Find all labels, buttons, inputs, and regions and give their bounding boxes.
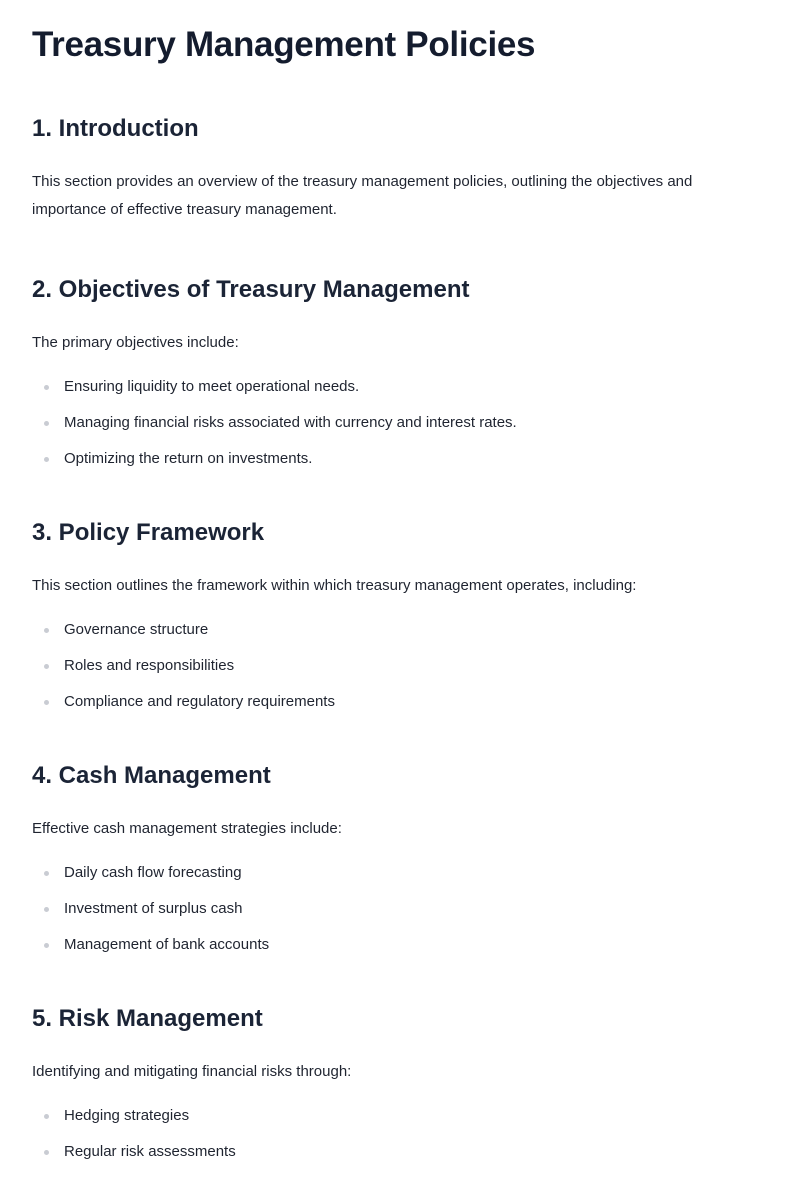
list-item xyxy=(32,449,768,469)
section-cash-management xyxy=(32,712,768,955)
bullet-icon xyxy=(44,1150,49,1155)
section-heading: 2. Objectives of Treasury Management xyxy=(32,276,470,303)
bullet-icon xyxy=(44,1114,49,1119)
list-item-text: Regular risk assessments xyxy=(64,1143,236,1160)
list-item xyxy=(32,899,768,919)
list-item xyxy=(32,377,768,397)
section-objectives xyxy=(32,224,768,469)
section-heading: 3. Policy Framework xyxy=(32,519,265,546)
bullet-icon xyxy=(44,421,49,426)
section-paragraph: This section outlines the framework within which treasury management operates, including: xyxy=(32,577,637,594)
list-item-text: Optimizing the return on investments. xyxy=(64,450,313,467)
bullet-icon xyxy=(44,700,49,705)
list-item-text: Daily cash flow forecasting xyxy=(64,864,242,881)
bullet-icon xyxy=(44,943,49,948)
bullet-icon xyxy=(44,385,49,390)
list-item-text: Hedging strategies xyxy=(64,1107,190,1124)
list-item xyxy=(32,413,768,433)
section-heading: 5. Risk Management xyxy=(32,1005,263,1032)
bullet-icon xyxy=(44,871,49,876)
list-item-text: Management of bank accounts xyxy=(64,936,270,953)
section-introduction xyxy=(32,65,768,224)
section-heading: 1. Introduction xyxy=(32,115,199,142)
page-title: Treasury Management Policies xyxy=(32,25,536,64)
list-item xyxy=(32,1106,768,1126)
list-item xyxy=(32,1142,768,1162)
bullet-list xyxy=(32,377,768,469)
list-item xyxy=(32,620,768,640)
bullet-icon xyxy=(44,664,49,669)
section-paragraph: Effective cash management strategies include: xyxy=(32,820,342,837)
list-item xyxy=(32,935,768,955)
bullet-icon xyxy=(44,457,49,462)
section-paragraph: This section provides an overview of the treasury management policies, outlining the objectives and importance of effective treasury management. xyxy=(32,173,693,218)
section-paragraph: The primary objectives include: xyxy=(32,334,239,351)
list-item-text: Ensuring liquidity to meet operational needs. xyxy=(64,378,360,395)
list-item-text: Managing financial risks associated with currency and interest rates. xyxy=(64,414,517,431)
section-policy-framework xyxy=(32,469,768,712)
list-item-text: Governance structure xyxy=(64,621,209,638)
bullet-list xyxy=(32,620,768,712)
list-item-text: Investment of surplus cash xyxy=(64,900,243,917)
bullet-list xyxy=(32,1106,768,1162)
bullet-list xyxy=(32,863,768,955)
list-item xyxy=(32,656,768,676)
bullet-icon xyxy=(44,628,49,633)
bullet-icon xyxy=(44,907,49,912)
list-item xyxy=(32,692,768,712)
list-item-text: Roles and responsibilities xyxy=(64,657,235,674)
section-heading: 4. Cash Management xyxy=(32,762,271,789)
section-risk-management xyxy=(32,955,768,1162)
list-item-text: Compliance and regulatory requirements xyxy=(64,693,335,710)
section-paragraph: Identifying and mitigating financial risks through: xyxy=(32,1063,352,1080)
list-item xyxy=(32,863,768,883)
